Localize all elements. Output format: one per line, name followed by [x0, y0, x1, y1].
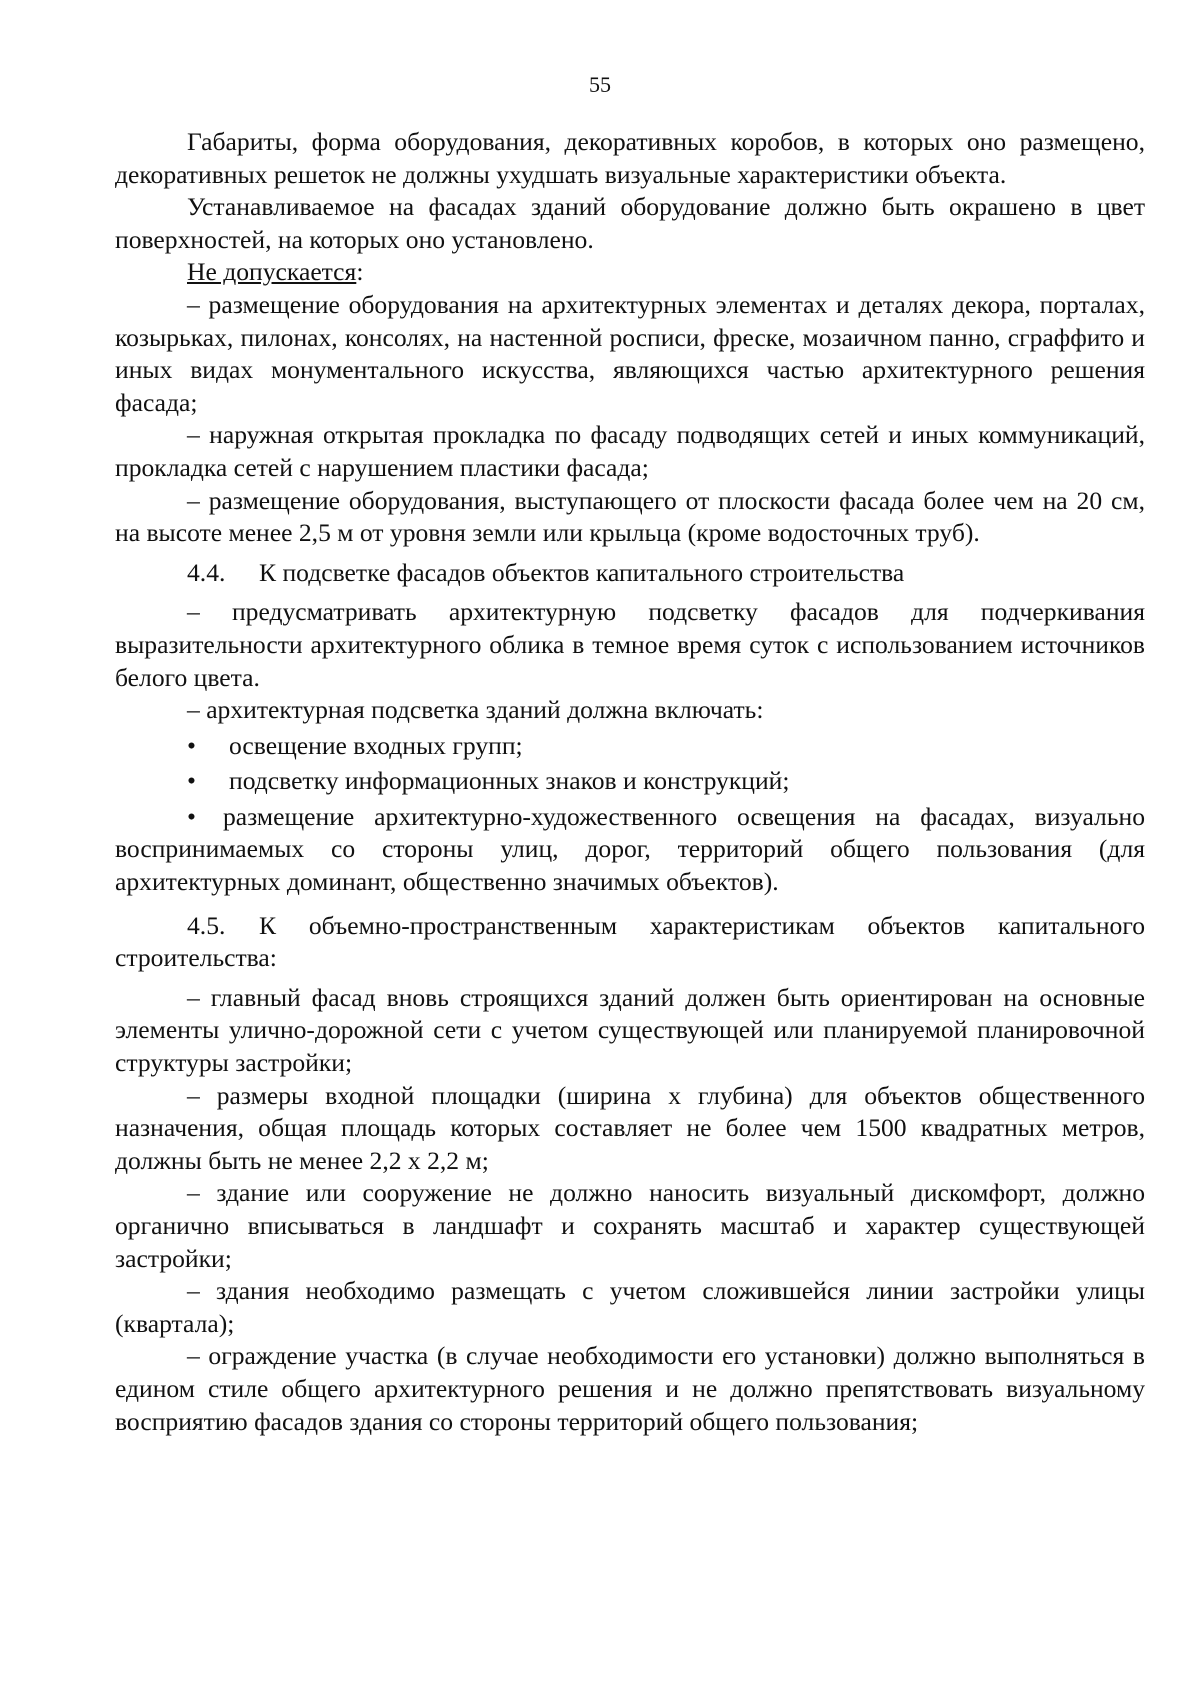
paragraph: – размещение оборудования на архитектурных элементах и деталях декора, порталах, козырьках, пилонах, консолях, на настенной росписи, фреске, мозаичном панно, сграффито и иных видах монументального искусства, являющихся частью архитектурного решения фасада; [115, 289, 1145, 417]
section-heading-4-5 [115, 910, 1145, 975]
section-heading-4-4 [187, 557, 1145, 590]
bullet-icon: • [187, 766, 196, 796]
bullet-text: подсветку информационных знаков и конструкций; [229, 766, 790, 796]
list-item: – здания необходимо размещать с учетом сложившейся линии застройки улицы (квартала); [115, 1276, 1145, 1338]
list-item: – ограждение участка (в случае необходимости его установки) должно выполняться в едином стиле общего архитектурного решения и не должно препятствовать визуальному восприятию фасадов здания со стороны территорий общего пользования; [115, 1341, 1145, 1436]
paragraph: Устанавливаемое на фасадах зданий оборудование должно быть окрашено в цвет поверхностей, на которых оно установлено. [115, 192, 1145, 254]
paragraph: – наружная открытая прокладка по фасаду подводящих сетей и иных коммуникаций, прокладка сетей с нарушением пластики фасада; [115, 420, 1145, 482]
paragraph: – архитектурная подсветка зданий должна включать: [187, 695, 764, 725]
bullet-icon: • [187, 801, 196, 831]
not-allowed-heading [115, 256, 1145, 289]
bullet-text: размещение архитектурно-художественного освещения на фасадах, визуально воспринимаемых со стороны улиц, дорог, территорий общего пользования (для архитектурных доминант, общественно значимых объектов). [115, 801, 1145, 897]
section-title: К объемно-пространственным характеристикам объектов капитального строительства: [115, 910, 1145, 973]
list-item: – размеры входной площадки (ширина х глубина) для объектов общественного назначения, общая площадь которых составляет не более чем 1500 квадратных метров, должны быть не менее 2,2 х 2,2 м; [115, 1080, 1145, 1175]
page-number: 55 [589, 72, 611, 97]
section-number: 4.5. [187, 910, 226, 940]
section-number: 4.4. [187, 557, 226, 587]
bullet-item [115, 765, 1145, 798]
bullet-icon: • [187, 730, 196, 760]
not-allowed-colon: : [356, 257, 364, 287]
list-item: – здание или сооружение не должно наносить визуальный дискомфорт, должно органично вписываться в ландшафт и сохранять масштаб и характер существующей застройки; [115, 1178, 1145, 1273]
bullet-item [115, 801, 1145, 899]
paragraph: – размещение оборудования, выступающего от плоскости фасада более чем на 20 см, на высоте менее 2,5 м от уровня земли или крыльца (кроме водосточных труб). [115, 485, 1145, 548]
bullet-item [115, 730, 1145, 763]
bullet-text: освещение входных групп; [229, 730, 523, 760]
document-body [115, 126, 1145, 1438]
section-title: К подсветке фасадов объектов капитального строительства [259, 557, 905, 587]
not-allowed-label: Не допускается [187, 257, 357, 287]
paragraph: – предусматривать архитектурную подсветку фасадов для подчеркивания выразительности архитектурного облика в темное время суток с использованием источников белого цвета. [115, 597, 1145, 692]
list-item: – главный фасад вновь строящихся зданий должен быть ориентирован на основные элементы улично-дорожной сети с учетом существующей или планируемой планировочной структуры застройки; [115, 982, 1145, 1078]
paragraph: Габариты, форма оборудования, декоративных коробов, в которых оно размещено, декоративных решеток не должны ухудшать визуальные характеристики объекта. [115, 127, 1145, 189]
